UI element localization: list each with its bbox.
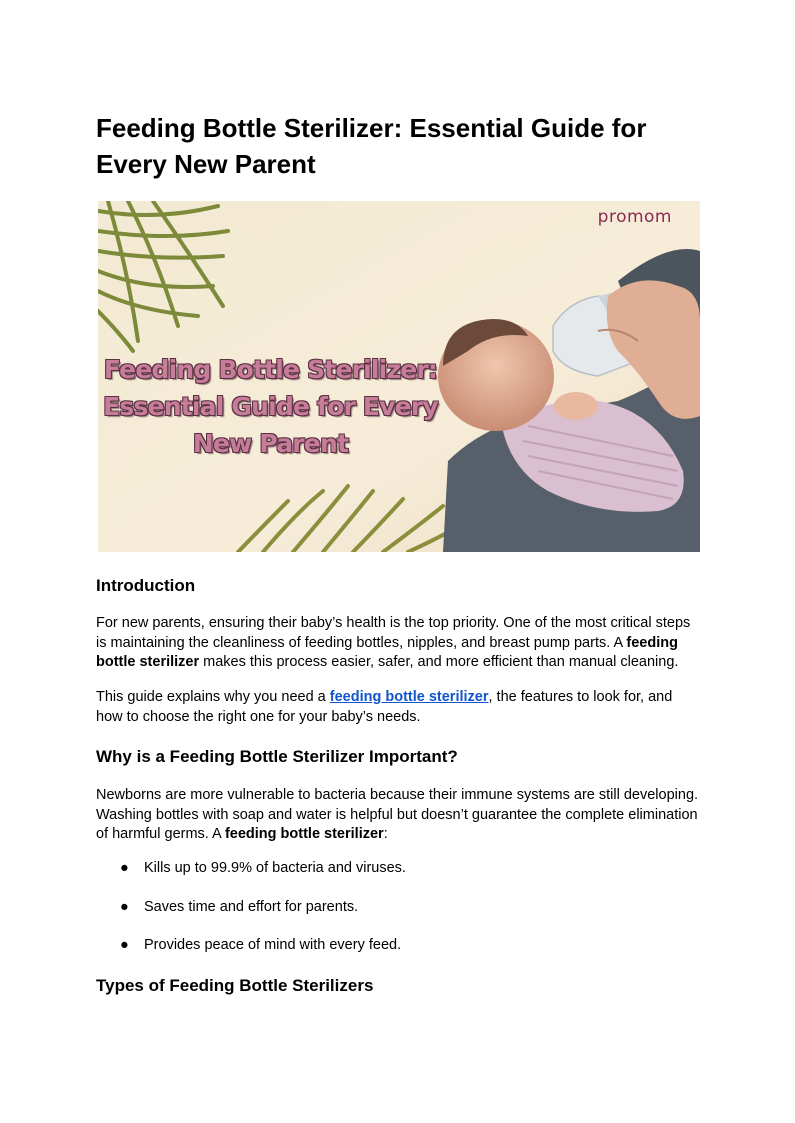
- list-item-text: Saves time and effort for parents.: [144, 899, 359, 915]
- text-run: This guide explains why you need a: [96, 689, 330, 705]
- heading-types: Types of Feeding Bottle Sterilizers: [96, 976, 374, 995]
- hero-line: New Parent: [192, 429, 349, 458]
- heading-introduction: Introduction: [96, 576, 196, 595]
- bullet-icon: ●: [120, 899, 129, 915]
- brand-logo: promom: [597, 207, 672, 227]
- heading-why-important: Why is a Feeding Bottle Sterilizer Important?: [96, 747, 458, 766]
- hero-image: [98, 201, 700, 552]
- bullet-icon: ●: [120, 860, 129, 876]
- intro-paragraph-2: [96, 688, 700, 727]
- bold-text: feeding bottle sterilizer: [224, 826, 384, 843]
- list-item-text: Provides peace of mind with every feed.: [144, 937, 402, 953]
- text-run: Newborns are more vulnerable to bacteria because their immune systems are still developing. Washing bottles with soap and water is helpful but doesn’t guarantee the complete elimination of harmful germs. A: [96, 787, 699, 843]
- page-title: Feeding Bottle Sterilizer: Essential Guide for Every New Parent: [96, 113, 647, 179]
- list-item-text: Kills up to 99.9% of bacteria and viruses.: [144, 860, 406, 876]
- feeding-bottle-sterilizer-link[interactable]: feeding bottle sterilizer: [329, 689, 489, 705]
- text-run: For new parents, ensuring their baby’s health is the top priority. One of the most critical steps is maintaining the cleanliness of feeding bottles, nipples, and breast pump parts. A: [96, 615, 691, 651]
- text-run: :: [383, 826, 388, 843]
- bullet-icon: ●: [120, 937, 129, 953]
- hero-line: Feeding Bottle Sterilizer:: [103, 355, 438, 384]
- text-run: makes this process easier, safer, and more efficient than manual cleaning.: [199, 654, 679, 671]
- bold-text: feeding bottle sterilizer: [96, 634, 678, 671]
- hero-headline: [98, 351, 443, 462]
- intro-paragraph-1: [96, 614, 700, 673]
- why-paragraph: [96, 786, 700, 845]
- text-run: , the features to look for, and how to choose the right one for your baby’s needs.: [96, 689, 673, 725]
- hero-line: Essential Guide for Every: [103, 392, 438, 421]
